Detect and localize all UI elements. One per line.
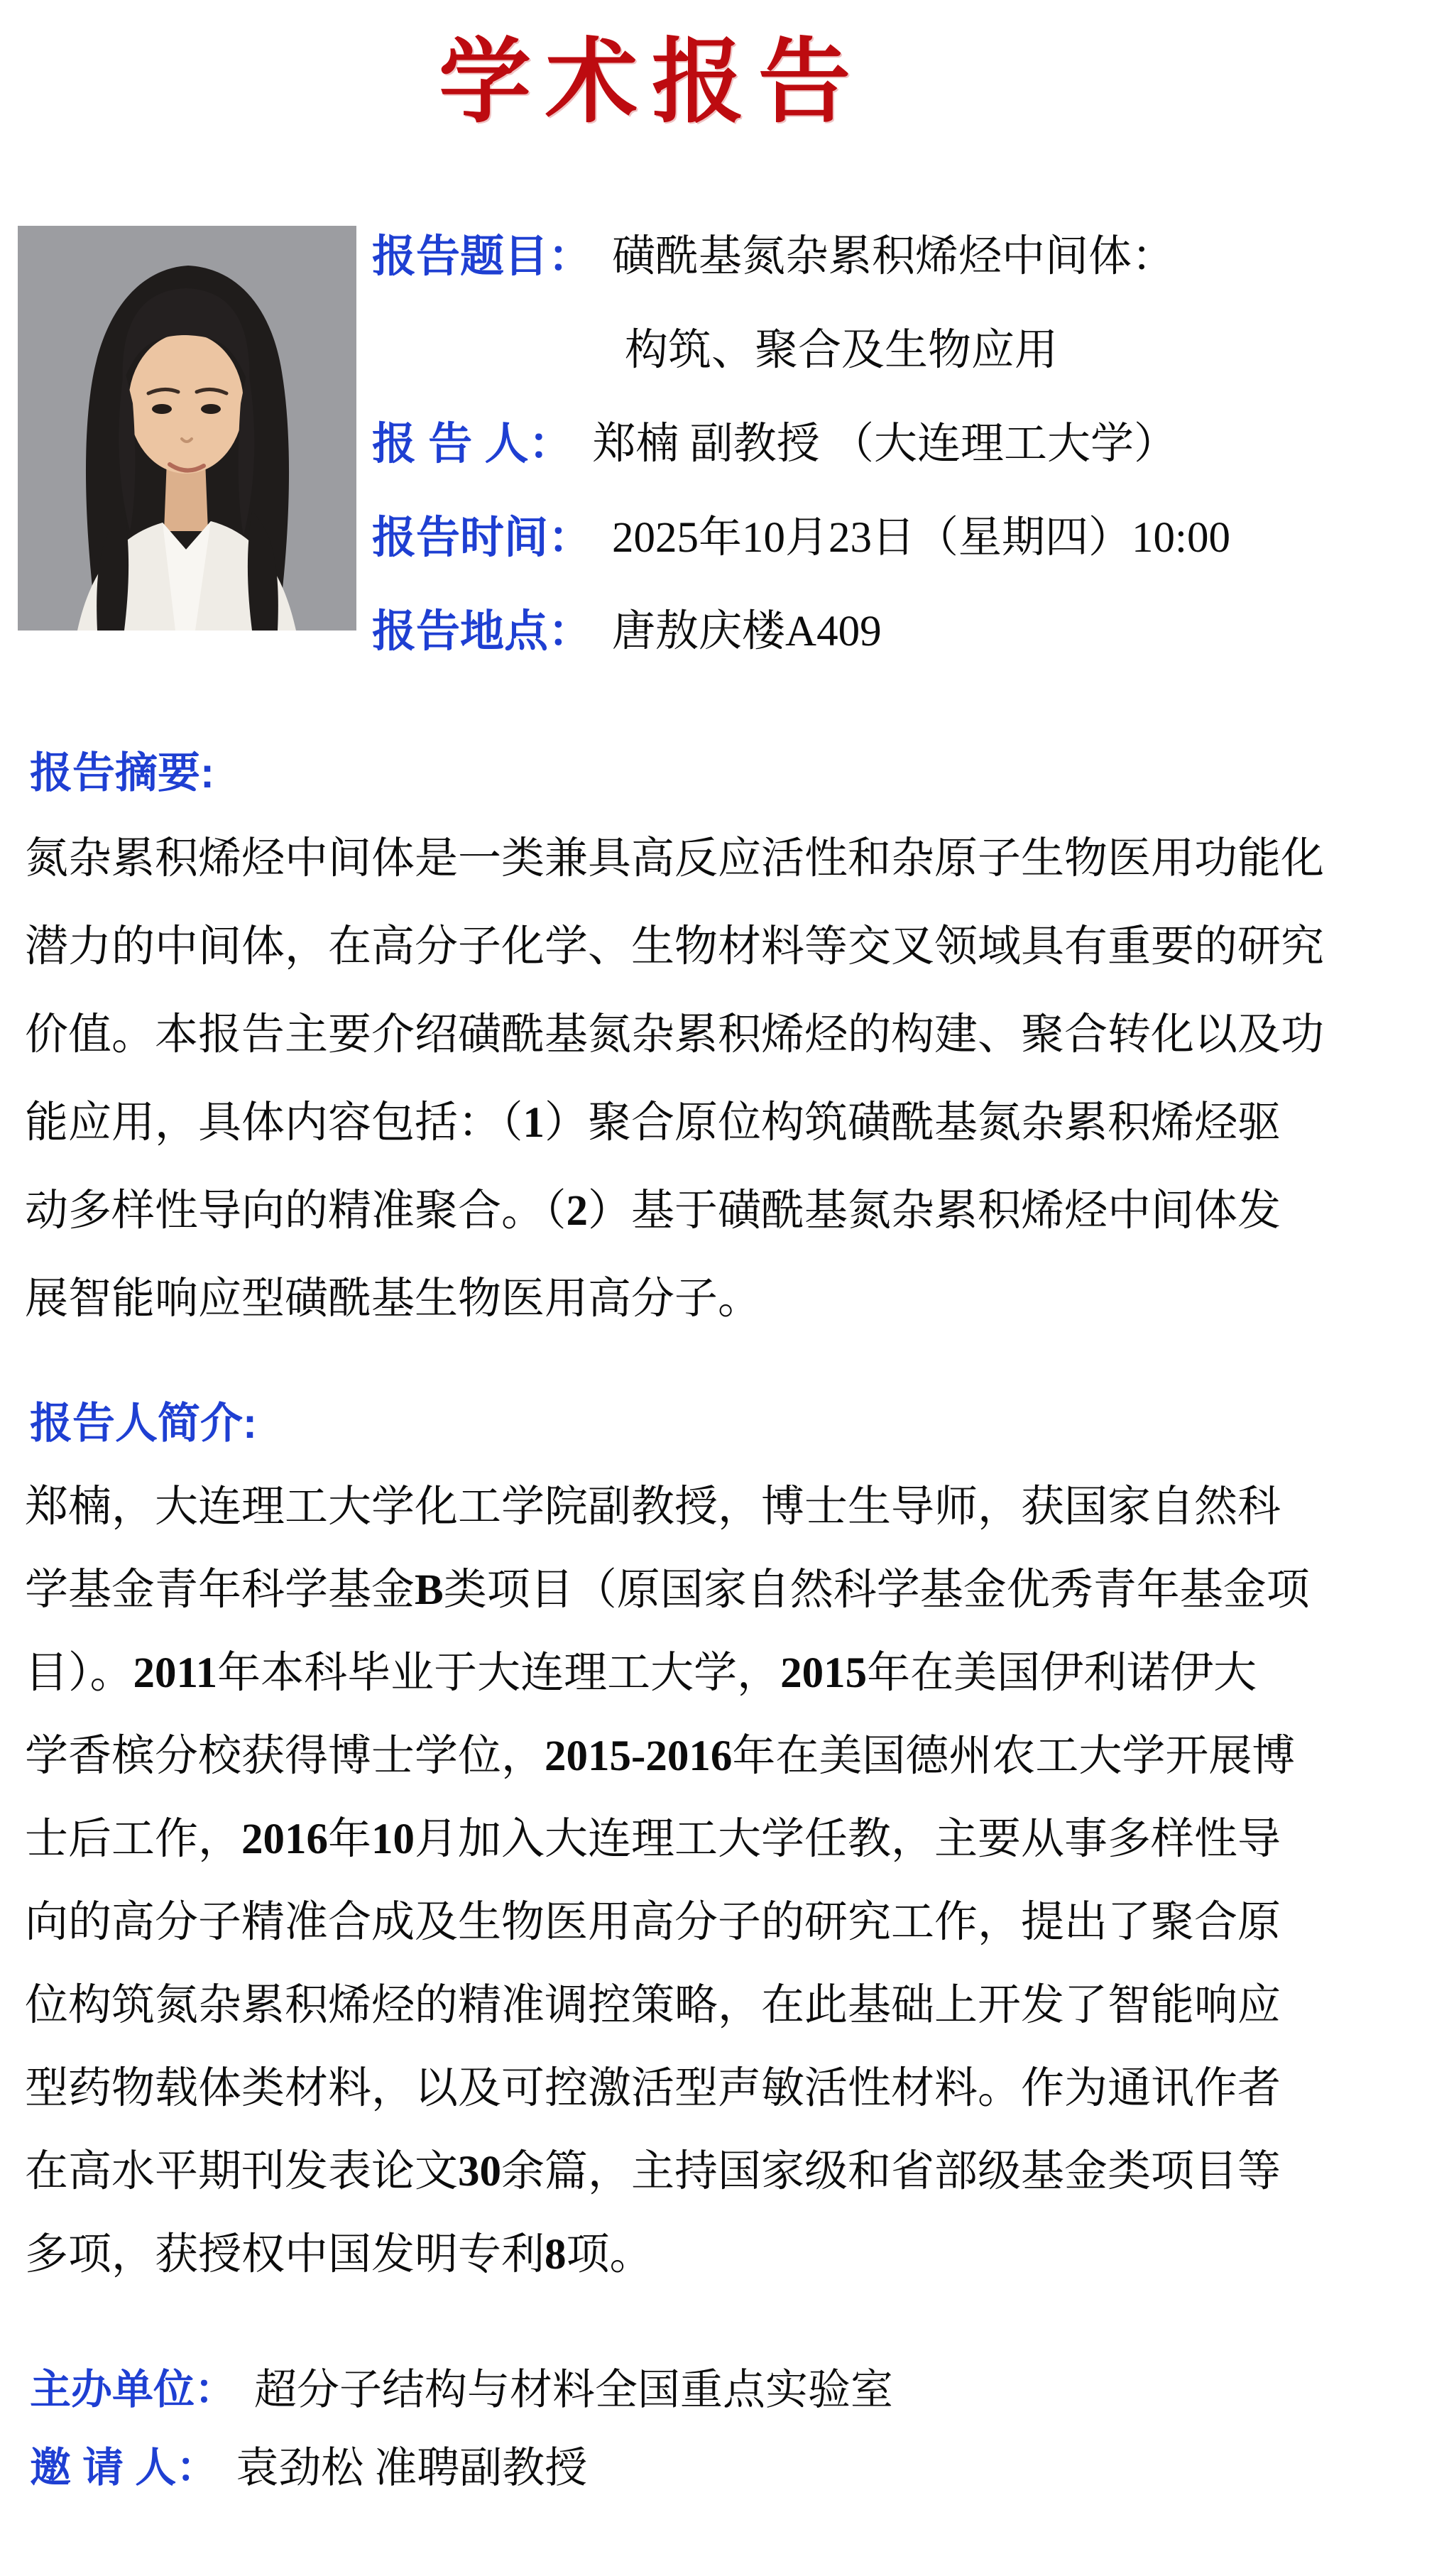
text-line [25,1715,1434,1798]
organizer-label: 主办单位： [30,2367,236,2413]
topic-value-line2: 构筑、聚合及生物应用 [625,327,1059,374]
text-segment: 月加入大连理工大学任教，主要从事多样性导 [415,1816,1281,1863]
bold-text-segment: 2016 [241,1816,329,1863]
bio-heading: 报告人简介: [30,1399,257,1447]
text-segment: 目）。 [25,1649,133,1697]
speaker-value: 郑楠 副教授 （大连理工大学） [592,420,1177,468]
text-line [25,1881,1434,1964]
text-segment: 郑楠，大连理工大学化工学院副教授，博士生导师，获国家自然科 [25,1483,1281,1531]
text-line [25,2130,1434,2213]
speaker-portrait-illustration [18,226,356,631]
text-line [25,903,1434,991]
bold-text-segment: 8 [545,2231,567,2278]
bio-paragraph [25,1466,1434,2296]
text-line [25,1798,1434,1881]
bold-text-segment: 10 [371,1816,415,1863]
text-segment: 潜力的中间体，在高分子化学、生物材料等交叉领域具有重要的研究 [25,923,1325,971]
text-segment: 学香槟分校获得博士学位， [25,1732,545,1780]
page-title: 学术报告 [439,32,865,134]
text-line [25,1466,1434,1549]
text-segment: ）基于磺酰基氮杂累积烯烃中间体发 [588,1187,1281,1235]
topic-value: 磺酰基氮杂累积烯烃中间体： [612,233,1176,280]
bold-text-segment: 2011 [133,1649,218,1697]
text-segment: 年 [328,1816,372,1863]
text-segment: 余篇，主持国家级和省部级基金类项目等 [501,2148,1281,2195]
bold-text-segment: 2 [566,1187,589,1235]
text-segment: ）聚合原位构筑磺酰基氮杂累积烯烃驱 [545,1099,1281,1147]
time-label: 报告时间： [372,513,593,562]
text-line [25,2047,1434,2130]
bold-text-segment: 30 [458,2148,502,2195]
bold-text-segment: B [415,1566,444,1614]
inviter-label: 邀 请 人： [30,2445,218,2491]
text-segment: 向的高分子精准合成及生物医用高分子的研究工作，提出了聚合原 [25,1899,1281,1946]
text-segment: 氮杂累积烯烃中间体是一类兼具高反应活性和杂原子生物医用功能化 [25,835,1325,883]
text-line [25,1632,1434,1715]
text-segment: 学基金青年科学基金 [25,1566,415,1614]
text-line [25,1964,1434,2047]
organizer-value: 超分子结构与材料全国重点实验室 [254,2367,894,2413]
text-segment: 动多样性导向的精准聚合。（ [25,1187,567,1235]
text-segment: 年在美国伊利诺伊大 [867,1649,1257,1697]
inviter-row [30,2443,587,2494]
topic-label: 报告题目： [372,232,593,281]
text-line [25,1255,1434,1343]
bold-text-segment: 1 [523,1099,545,1147]
text-segment: 能应用，具体内容包括：（ [25,1099,523,1147]
info-row-location [372,602,1437,662]
abstract-heading: 报告摘要: [30,749,214,797]
text-segment: 年本科毕业于大连理工大学， [217,1649,781,1697]
inviter-value: 袁劲松 准聘副教授 [236,2445,588,2492]
text-line [25,1549,1434,1632]
speaker-label: 报 告 人： [372,420,573,469]
text-segment: 项。 [566,2231,653,2278]
text-line [25,815,1434,903]
bold-text-segment: 2015-2016 [545,1732,733,1780]
text-segment: 位构筑氮杂累积烯烃的精准调控策略，在此基础上开发了智能响应 [25,1982,1281,2029]
text-line [25,1079,1434,1167]
text-segment: 在高水平期刊发表论文 [25,2148,459,2195]
text-segment: 年在美国德州农工大学开展博 [732,1732,1296,1780]
text-line [25,991,1434,1079]
location-label: 报告地点： [372,607,593,656]
info-row-topic-line2 [625,321,1449,381]
info-row-speaker [372,415,1437,474]
text-line [25,1167,1434,1255]
text-segment: 士后工作， [25,1816,242,1863]
text-segment: 展智能响应型磺酰基生物医用高分子。 [25,1275,762,1323]
bold-text-segment: 2015 [780,1649,868,1697]
location-value: 唐敖庆楼A409 [612,608,882,655]
text-segment: 价值。本报告主要介绍磺酰基氮杂累积烯烃的构建、聚合转化以及功 [25,1011,1325,1059]
text-segment: 多项，获授权中国发明专利 [25,2231,545,2278]
abstract-paragraph [25,815,1434,1343]
speaker-photo [18,226,356,631]
info-row-topic [372,227,1437,287]
text-segment: 型药物载体类材料，以及可控激活型声敏活性材料。作为通讯作者 [25,2065,1281,2112]
text-line [25,2213,1434,2296]
info-row-time [372,508,1437,568]
text-segment: 类项目（原国家自然科学基金优秀青年基金项 [443,1566,1310,1614]
time-value: 2025年10月23日（星期四）10:00 [612,514,1230,562]
organizer-row [30,2364,893,2416]
